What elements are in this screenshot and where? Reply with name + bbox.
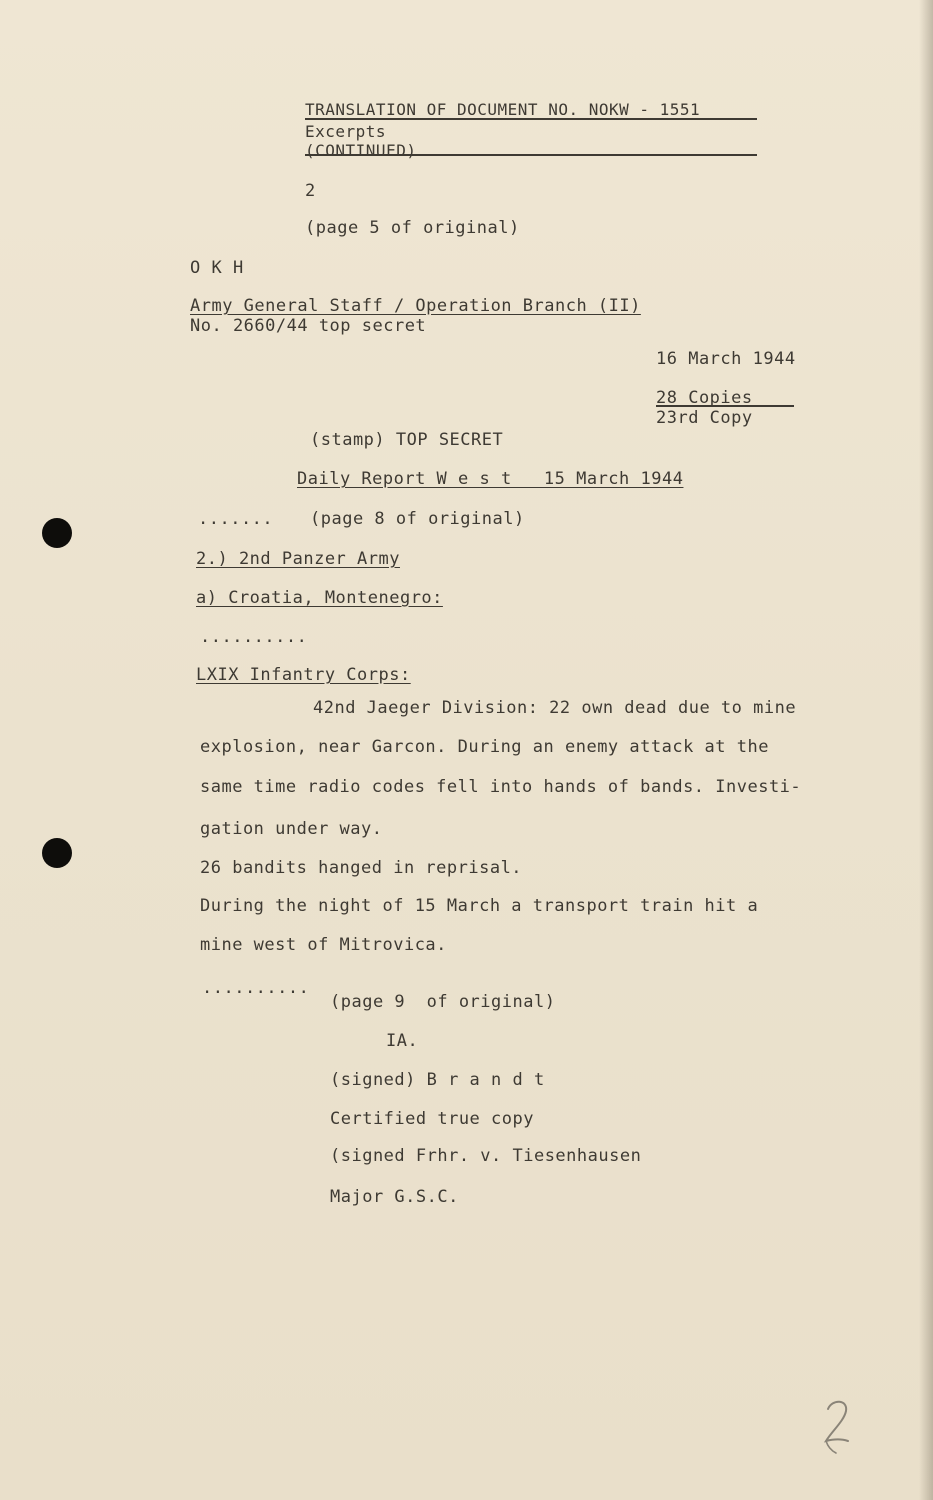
okh-heading: O K H [190,258,244,278]
copies-underline [656,405,794,407]
ia-label: IA. [386,1031,419,1051]
ellipsis: .......... [200,627,308,647]
document-date: 16 March 1944 [656,349,796,369]
punch-hole [42,838,72,868]
reference-number: No. 2660/44 top secret [190,316,427,336]
body-line: mine west of Mitrovica. [200,935,447,955]
body-line: explosion, near Garcon. During an enemy attack at the [200,737,769,757]
report-title: Daily Report W e s t 15 March 1944 [297,469,684,489]
signed-tiesenhausen: (signed Frhr. v. Tiesenhausen [330,1146,642,1166]
page-edge-shadow [919,0,933,1500]
subsection-heading: a) Croatia, Montenegro: [196,588,443,608]
body-line: same time radio codes fell into hands of bands. Investi- [200,777,802,797]
body-line: gation under way. [200,819,383,839]
stamp-text: (stamp) TOP SECRET [310,430,504,450]
punch-hole [42,518,72,548]
page-reference: (page 8 of original) [310,509,525,529]
ellipsis: ....... [198,509,274,529]
header-rule [305,154,757,156]
copies-count: 28 Copies [656,388,753,408]
document-title: TRANSLATION OF DOCUMENT NO. NOKW - 1551 [305,100,701,119]
excerpts-label: Excerpts [305,122,387,141]
title-underline [305,118,757,120]
section-heading: 2.) 2nd Panzer Army [196,549,400,569]
staff-line: Army General Staff / Operation Branch (II) [190,296,641,316]
handwritten-page-mark [818,1395,858,1455]
page-number: 2 [305,181,316,201]
body-line: 26 bandits hanged in reprisal. [200,858,523,878]
page-reference: (page 9 of original) [330,992,556,1012]
rank-line: Major G.S.C. [330,1187,459,1207]
page-reference: (page 5 of original) [305,218,520,238]
copy-number: 23rd Copy [656,408,753,428]
continued-label: (CONTINUED) [305,141,417,160]
certified-line: Certified true copy [330,1109,534,1129]
body-line: 42nd Jaeger Division: 22 own dead due to mine [313,698,797,718]
ellipsis: .......... [202,978,310,998]
body-line: During the night of 15 March a transport train hit a [200,896,759,916]
corps-heading: LXIX Infantry Corps: [196,665,411,685]
signed-brandt: (signed) B r a n d t [330,1070,545,1090]
